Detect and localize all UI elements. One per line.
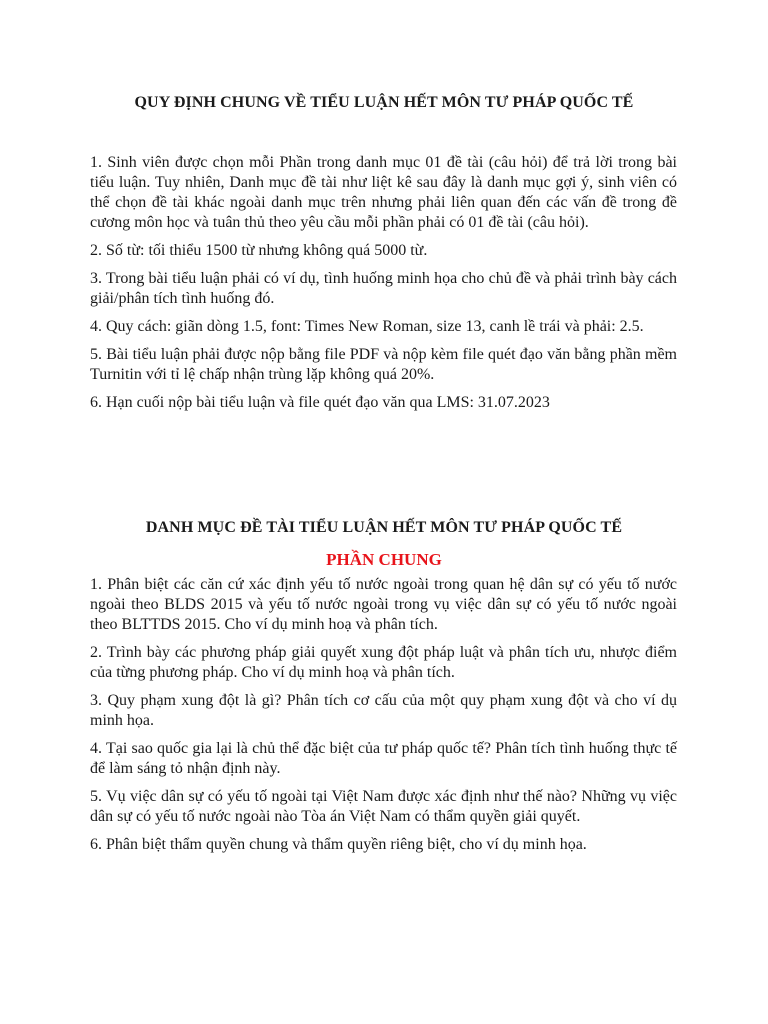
section-heading: PHẦN CHUNG xyxy=(326,550,442,569)
topic-item: 2. Trình bày các phương pháp giải quyết xung đột pháp luật và phân tích ưu, nhược điểm của từng phương pháp. Cho ví dụ minh hoạ và phân tích. xyxy=(90,644,677,681)
topic-item: 6. Phân biệt thẩm quyền chung và thẩm quyền riêng biệt, cho ví dụ minh họa. xyxy=(90,836,587,853)
rule-item: 3. Trong bài tiểu luận phải có ví dụ, tình huống minh họa cho chủ đề và phải trình bày cách giải/phân tích tình huống đó. xyxy=(90,270,677,307)
rule-item: 1. Sinh viên được chọn mỗi Phần trong danh mục 01 đề tài (câu hỏi) để trả lời trong bài tiểu luận. Tuy nhiên, Danh mục đề tài như liệt kê sau đây là danh mục gợi ý, sinh viên có thể chọn đề tài khác ngoài danh mục trên nhưng phải liên quan đến các vấn đề trong đề cương môn học và tuân thủ theo yêu cầu mỗi phần phải có 01 đề tài (câu hỏi). xyxy=(90,154,677,231)
rule-item: 6. Hạn cuối nộp bài tiểu luận và file quét đạo văn qua LMS: 31.07.2023 xyxy=(90,394,550,411)
rule-item: 2. Số từ: tối thiểu 1500 từ nhưng không quá 5000 từ. xyxy=(90,242,428,259)
rule-item: 5. Bài tiểu luận phải được nộp bằng file PDF và nộp kèm file quét đạo văn bằng phần mềm Turnitin với tỉ lệ chấp nhận trùng lặp không quá 20%. xyxy=(90,346,677,383)
document-title: QUY ĐỊNH CHUNG VỀ TIỂU LUẬN HẾT MÔN TƯ PHÁP QUỐC TẾ xyxy=(134,94,634,111)
topic-item: 5. Vụ việc dân sự có yếu tố ngoài tại Việt Nam được xác định như thế nào? Những vụ việc dân sự có yếu tố nước ngoài nào Tòa án Việt Nam có thẩm quyền giải quyết. xyxy=(90,788,677,825)
topic-item: 3. Quy phạm xung đột là gì? Phân tích cơ cấu của một quy phạm xung đột và cho ví dụ minh họa. xyxy=(90,692,677,729)
topic-item: 4. Tại sao quốc gia lại là chủ thể đặc biệt của tư pháp quốc tế? Phân tích tình huống thực tế để làm sáng tỏ nhận định này. xyxy=(90,740,677,777)
topics-list xyxy=(90,575,677,863)
rule-item: 4. Quy cách: giãn dòng 1.5, font: Times New Roman, size 13, canh lề trái và phải: 2.5. xyxy=(90,318,644,335)
list-title: DANH MỤC ĐỀ TÀI TIỂU LUẬN HẾT MÔN TƯ PHÁP QUỐC TẾ xyxy=(145,519,623,536)
topic-item: 1. Phân biệt các căn cứ xác định yếu tố nước ngoài trong quan hệ dân sự có yếu tố nước ngoài theo BLDS 2015 và yếu tố nước ngoài trong vụ việc dân sự có yếu tố nước ngoài theo BLTTDS 2015. Cho ví dụ minh hoạ và phân tích. xyxy=(90,576,677,633)
rules-list xyxy=(90,153,677,421)
